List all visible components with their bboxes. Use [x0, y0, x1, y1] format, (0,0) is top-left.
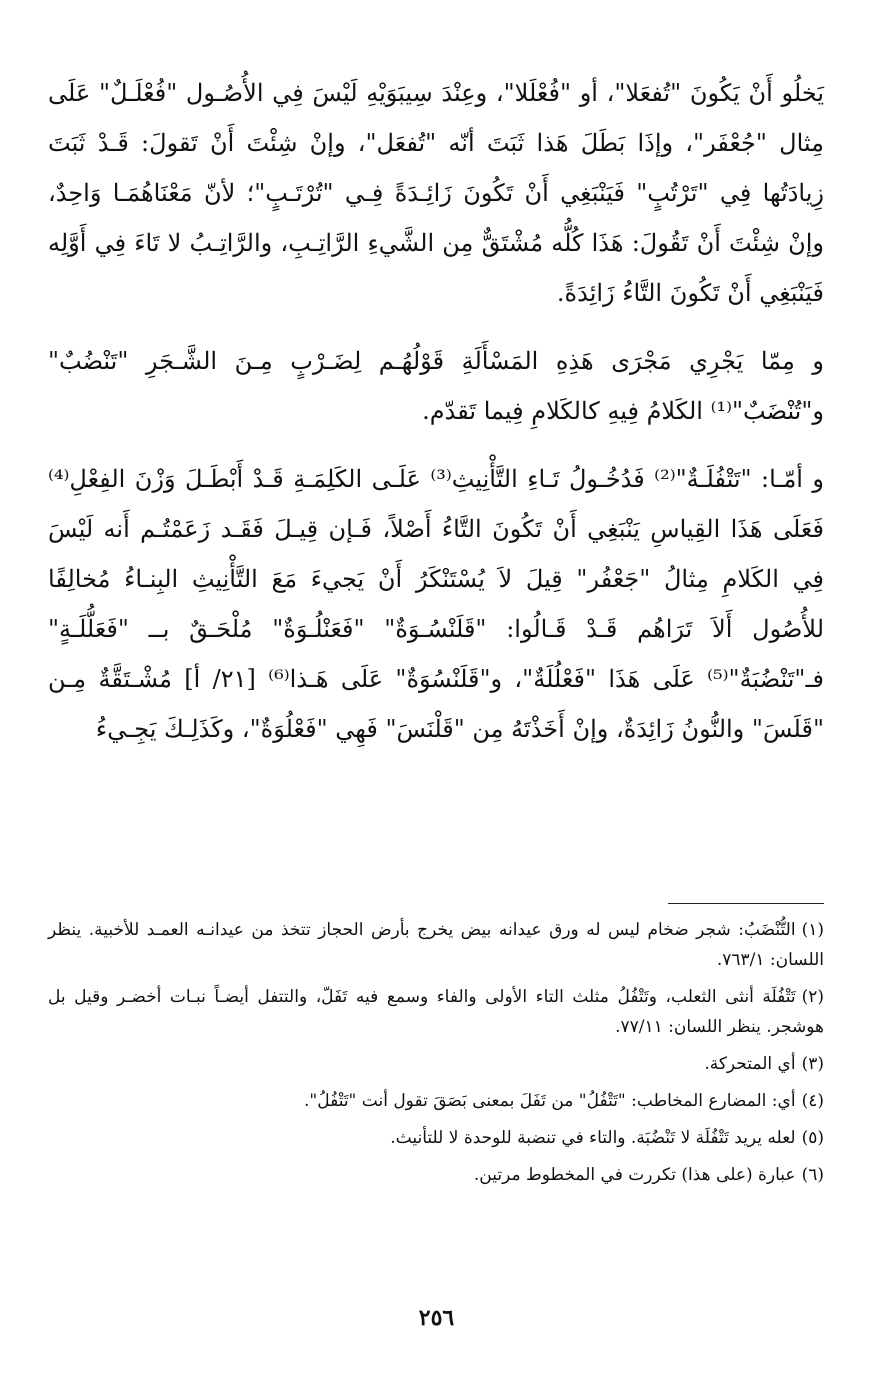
- footnote-text: عبارة (على هذا) تكررت في المخطوط مرتين.: [473, 1165, 796, 1185]
- footnote-3: [48, 1049, 824, 1079]
- paragraph-3: و أمّـا: "تَتْفُلَـةٌ"⁽²⁾ فَدُخُـولُ تَـاءِ التَّأْنِيثِ⁽³⁾ عَلَـى الكَلِمَـةِ قَـدْ أَبْطَـلَ وَزْنَ الفِعْلِ⁽⁴⁾ فَعَلَى هَذَا القِياسِ يَنْبَغِي أَنْ تَكُونَ التَّاءُ أَصْلاً، فَـإن قِيـلَ فَقَـد زَعَمْتُـم أَنه لَيْسَ فِي الكَلامِ مِثالُ "جَعْفُر" قِيلَ لاَ يُسْتَنْكَرُ أَنْ يَجيءَ مَعَ التَّأْنِيثِ البِنـاءُ مُخالِفًا للأُصُول أَلاَ تَرَاهُم قَـدْ قَـالُوا: "قَلَنْسُـوَةٌ" "فَعَنْلُـوَةٌ" مُلْحَـقٌ بــ "فَعَلُّلَـةٍ" فـ"تَنْضُبَةٌ"⁽⁵⁾ عَلَى هَذَا "فَعْلُلَةٌ"، و"قَلَنْسُوَةٌ" عَلَى هَـذا⁽⁶⁾ [٢١/ أ] مُشْـتَقَّةٌ مِـن "قَلَسَ" والنُّونُ زَائِدَةٌ، وإنْ أَخَذْتَهُ مِن "قَلْنَسَ" فَهِي "فَعْلُوَةٌ"، وكَذَلِـكَ يَجِـيءُ: [48, 465, 825, 743]
- footnote-number: (١): [801, 920, 824, 940]
- footnote-number: (٥): [801, 1128, 824, 1148]
- page-number: ٢٥٦: [418, 1305, 455, 1331]
- footnote-number: (٢): [801, 987, 824, 1007]
- paragraph-2: و مِمّا يَجْرِي مَجْرَى هَذِهِ المَسْأَلَةِ قَوْلُهُـم لِضَـرْبٍ مِـنَ الشَّـجَرِ "تَنْضُبٌ" و"تُنْضَبٌ"⁽¹⁾ الكَلامُ فِيهِ كالكَلامِ فِيما تَقدّم.: [48, 347, 824, 425]
- footnote-6: [48, 1160, 824, 1190]
- footnote-4: [48, 1086, 824, 1116]
- footnote-2: [48, 982, 824, 1042]
- footnote-number: (٤): [801, 1091, 824, 1111]
- footnotes: [48, 915, 824, 1197]
- footnote-text: تَتْفُلَة أنثى الثعلب، وتَتْفُلُ مثلث التاء الأولى والفاء وسمع فيه تَفَلّ، والتتفل أيضـاً نبـات أخضـر وقيل بل هوشجر. ينظر اللسان: ٧٧/١١.: [48, 987, 824, 1037]
- footnote-text: لعله يريد تَتْفُلَة لا تَنْضُبَة. والتاء في تنضبة للوحدة لا للتأنيث.: [390, 1128, 796, 1148]
- footnote-text: التُّنْضَبُ: شجر ضخام ليس له ورق عيدانه بيض يخرج بأرض الحجاز تتخذ من عيدانـه العمـد للأخبية. ينظر اللسان: ٧٦٣/١.: [48, 920, 824, 970]
- footnote-text: أي: المضارع المخاطب: "تَتْفُلُ" من تَفَلَ بمعنى بَصَقَ تقول أنت "تَتْفُلُ".: [304, 1091, 796, 1111]
- paragraph-1: يَخلُو أَنْ يَكُونَ "تُفعَلا"، أو "فُعْلَلا"، وعِنْدَ سِيبَوَيْهِ لَيْسَ فِي الأُصُـول "فُعْلَـلٌ" عَلَى مِثال "جُعْفَر"، وإذَا بَطَلَ هَذا ثَبَتَ أنّه "تُفعَل"، وإنْ شِئْتَ أَنْ تَقولَ: قَـدْ ثَبَتَ زِيادَتُها فِي "تَرْتُبٍ" فَيَنْبَغِي أَنْ تَكُونَ زَائِـدَةً فِـي "تُرْتَـبٍ"؛ لأنّ مَعْنَاهُمَـا وَاحِدٌ، وإنْ شِئْتَ أَنْ تَقُولَ: هَذَا كُلُّه مُشْتَقٌّ مِن الشَّيءِ الرَّاتِـبِ، والرَّاتِـبُ لا تَاءَ فِي أَوَّلِه فَيَنْبَغِي أَنْ تَكُونَ التَّاءُ زَائِدَةً.: [48, 79, 824, 307]
- footnote-1: [48, 915, 824, 975]
- main-text: [48, 68, 824, 772]
- footnote-divider: [668, 903, 824, 904]
- footnote-number: (٦): [801, 1165, 824, 1185]
- footnote-5: [48, 1123, 824, 1153]
- footnote-text: أي المتحركة.: [704, 1054, 796, 1074]
- footnote-number: (٣): [801, 1054, 824, 1074]
